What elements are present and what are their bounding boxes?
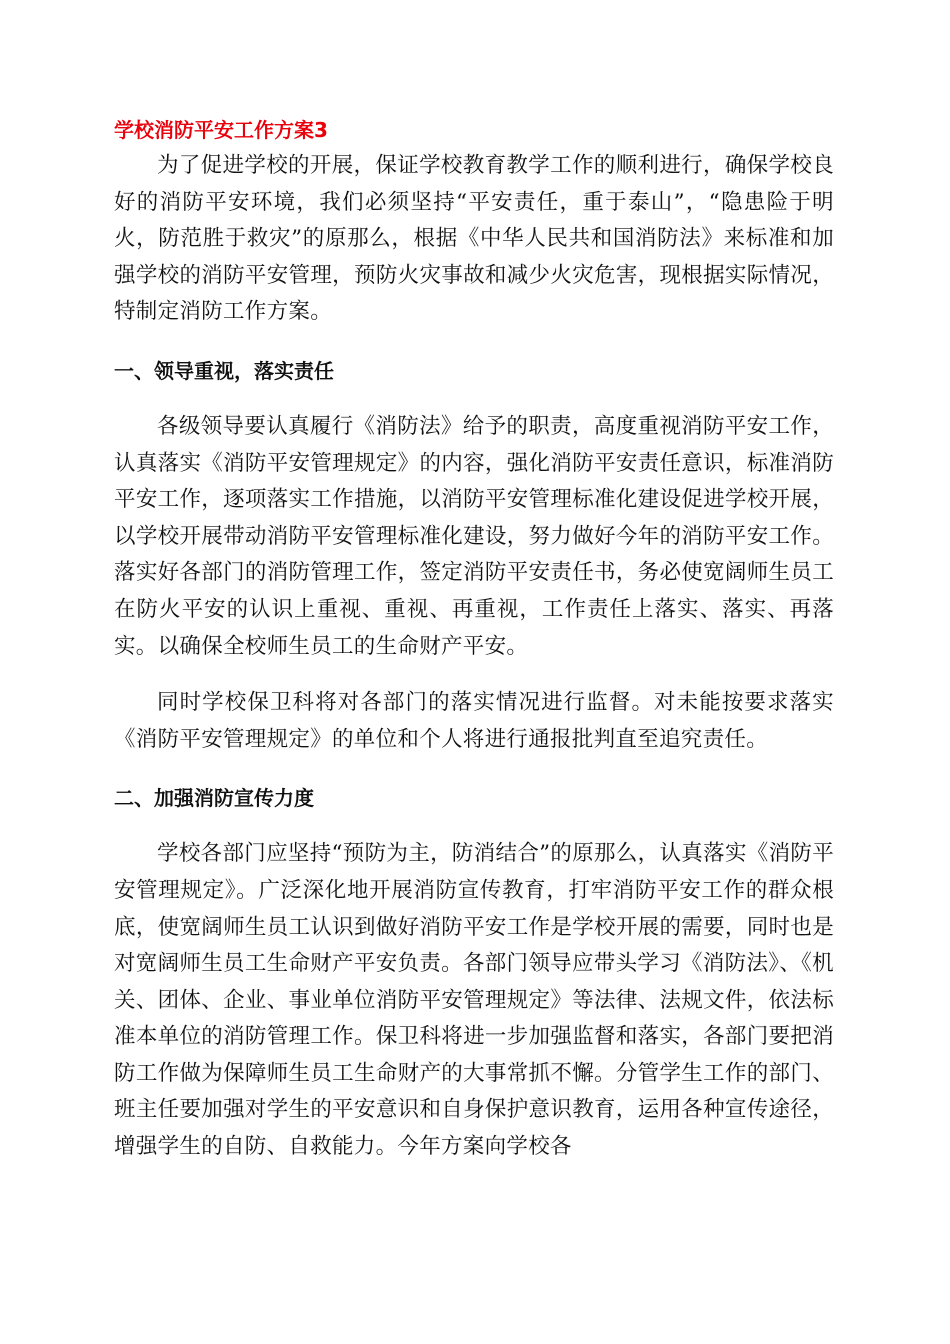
section-1-paragraph-2: 同时学校保卫科将对各部门的落实情况进行监督。对未能按要求落实《消防平安管理规定》的单位和个人将进行通报批判直至追究责任。 bbox=[114, 690, 834, 752]
spacer bbox=[114, 389, 834, 409]
section-1-paragraph-1: 各级领导要认真履行《消防法》给予的职责，高度重视消防平安工作，认真落实《消防平安管理规定》的内容，强化消防平安责任意识，标准消防平安工作，逐项落实工作措施，以消防平安管理标准化建设促进学校开展，以学校开展带动消防平安管理标准化建设，努力做好今年的消防平安工作。落实好各部门的消防管理工作，签定消防平安责任书，务必使宽阔师生员工在防火平安的认识上重视、重视、再重视，工作责任上落实、落实、再落实。以确保全校师生员工的生命财产平安。 bbox=[114, 413, 834, 659]
section-2-paragraph-1: 学校各部门应坚持“预防为主，防消结合”的原那么，认真落实《消防平安管理规定》。广泛深化地开展消防宣传教育，打牢消防平安工作的群众根底，使宽阔师生员工认识到做好消防平安工作是学校开展的需要，同时也是对宽阔师生员工生命财产平安负责。各部门领导应带头学习《消防法》、《机关、团体、企业、事业单位消防平安管理规定》等法律、法规文件，依法标准本单位的消防管理工作。保卫科将进一步加强监督和落实，各部门要把消防工作做为保障师生员工生命财产的大事常抓不懈。分管学生工作的部门、班主任要加强对学生的平安意识和自身保护意识教育，运用各种宣传途径，增强学生的自防、自救能力。今年方案向学校各 bbox=[114, 841, 834, 1160]
intro-paragraph: 为了促进学校的开展，保证学校教育教学工作的顺利进行，确保学校良好的消防平安环境，我们必须坚持“平安责任，重于泰山”，“隐患险于明火，防范胜于救灾”的原那么，根据《中华人民共和国消防法》来标准和加强学校的消防平安管理，预防火灾事故和减少火灾危害，现根据实际情况，特制定消防工作方案。 bbox=[114, 153, 834, 325]
document-title: 学校消防平安工作方案3 bbox=[114, 118, 328, 142]
section-1-heading: 一、领导重视，落实责任 bbox=[114, 358, 334, 383]
spacer bbox=[114, 816, 834, 836]
document-body bbox=[114, 112, 834, 1166]
section-2-heading: 二、加强消防宣传力度 bbox=[114, 786, 314, 811]
spacer bbox=[114, 331, 834, 353]
spacer bbox=[114, 758, 834, 780]
spacer bbox=[114, 665, 834, 685]
